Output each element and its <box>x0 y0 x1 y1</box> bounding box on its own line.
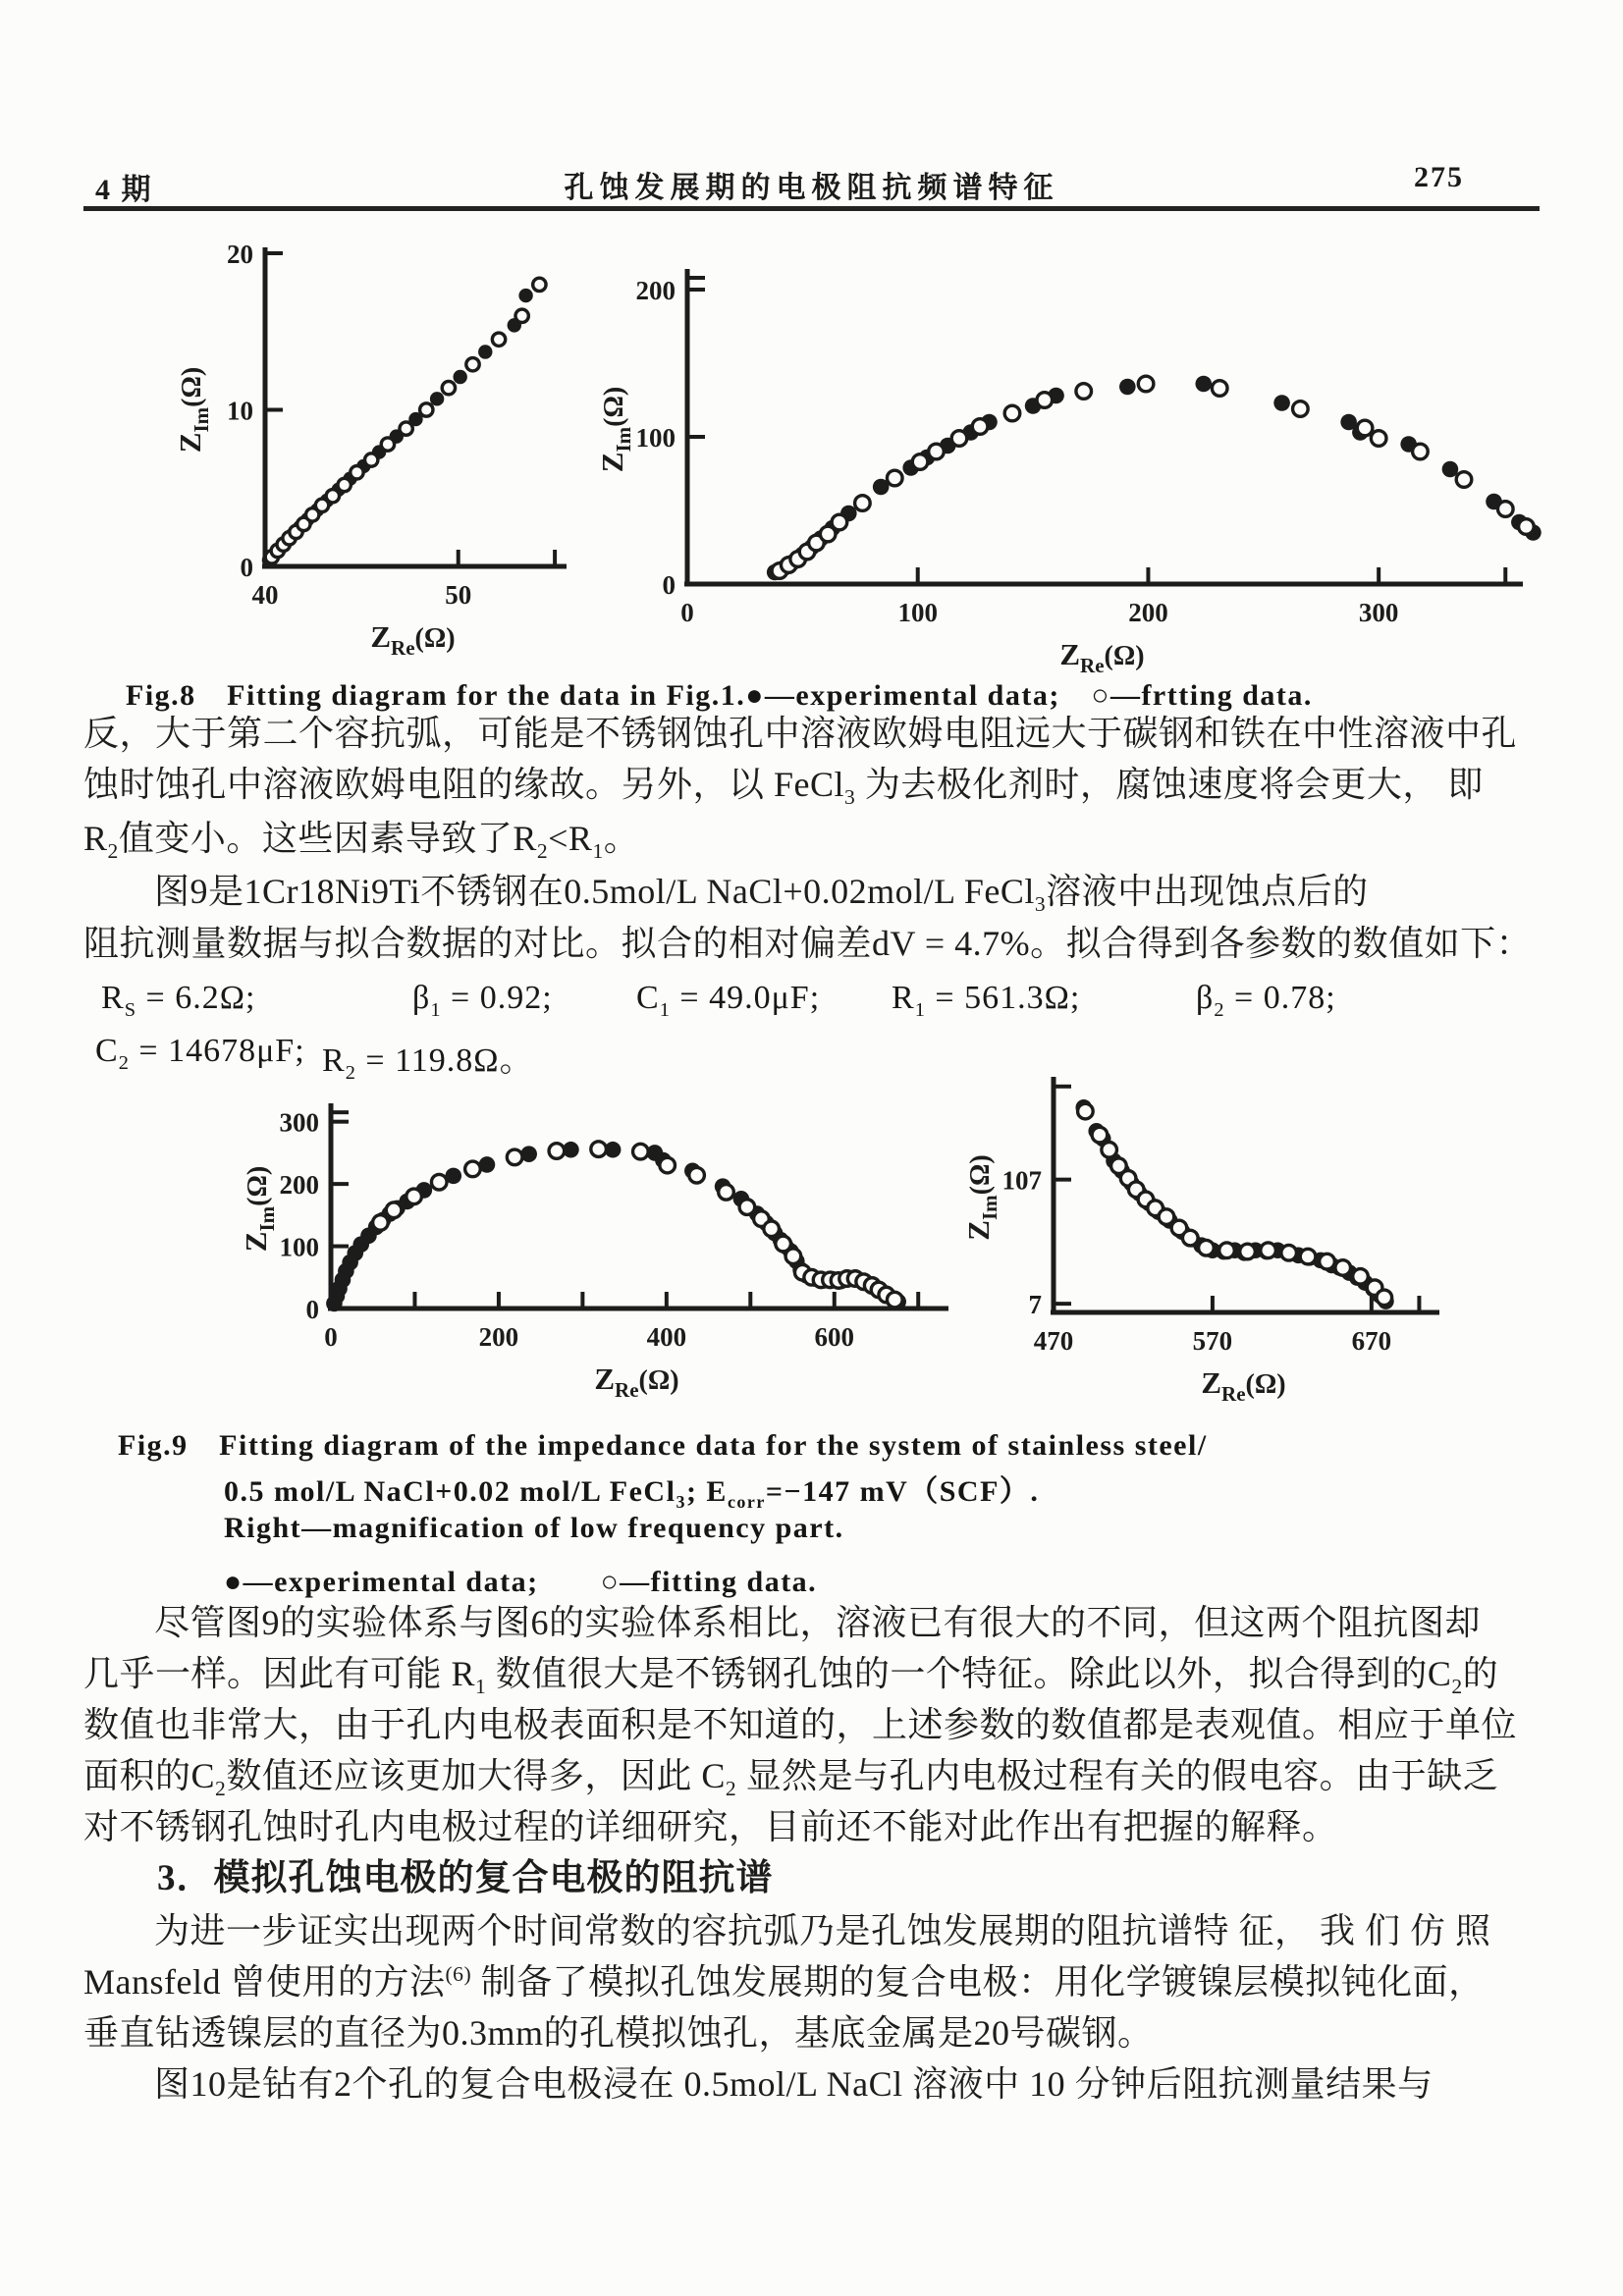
svg-text:10: 10 <box>227 396 253 426</box>
parameter-value: $R_1 = 561.3\Omega$; <box>892 980 1081 1021</box>
text-line: 尽管图9的实验体系与图6的实验体系相比，溶液已有很大的不同，但这两个阻抗图却 <box>154 1603 1482 1642</box>
svg-text:100: 100 <box>279 1232 319 1262</box>
header-running-title: 孔蚀发展期的电极阻抗频谱特征 <box>564 172 1059 204</box>
svg-text:300: 300 <box>1358 598 1399 627</box>
fig9-caption-line: ●—experimental data; ○—fitting data. <box>224 1566 818 1598</box>
svg-text:40: 40 <box>251 580 279 610</box>
svg-text:0: 0 <box>305 1295 319 1324</box>
text-line: 反，大于第二个容抗弧，可能是不锈钢蚀孔中溶液欧姆电阻远大于碳钢和铁在中性溶液中孔 <box>83 714 1518 753</box>
parameter-value: $C_1 = 49.0\mu F$; <box>636 980 821 1021</box>
svg-text:100: 100 <box>635 423 676 453</box>
svg-text:0: 0 <box>680 598 694 627</box>
text-line: 对不锈钢孔蚀时孔内电极过程的详细研究，目前还不能对此作出有把握的解释。 <box>83 1807 1338 1846</box>
fig9-left-chart <box>226 1060 992 1414</box>
header-page-number: 275 <box>1414 161 1464 193</box>
svg-text:0: 0 <box>324 1322 338 1352</box>
svg-text:50: 50 <box>445 580 472 610</box>
svg-text:300: 300 <box>279 1107 319 1138</box>
text-line: 图9是1Cr18Ni9Ti不锈钢在0.5mol/L NaCl+0.02mol/L FeCl$_3$溶液中出现蚀点后的 <box>154 872 1369 917</box>
fig9-caption-line: Fig.9 Fitting diagram of the impedance data for the system of stainless steel/ <box>118 1429 1208 1462</box>
parameter-value: $C_2 = 14678\mu F$; <box>95 1033 305 1074</box>
fig8-right-chart <box>595 224 1581 685</box>
fig9-caption-line: 0.5 mol/L NaCl+0.02 mol/L FeCl$_3$; $E_{corr}=-147$ mV（SCF）. <box>224 1475 1040 1512</box>
text-line: 垂直钻透镍层的直径为0.3mm的孔模拟蚀孔，基底金属是20号碳钢。 <box>83 2013 1154 2053</box>
fig9-right-chart <box>933 1041 1532 1433</box>
svg-text:ZRe(Ω): $Z_{Re}(\Omega)$ <box>370 619 456 660</box>
svg-text:ZRe(Ω): $Z_{Re}(\Omega)$ <box>1201 1365 1286 1406</box>
svg-text:200: 200 <box>279 1170 319 1201</box>
text-line: 阻抗测量数据与拟合数据的对比。拟合的相对偏差dV = 4.7%。拟合得到各参数的数值如下： <box>83 924 1533 963</box>
svg-text:ZRe(Ω): $Z_{Re}(\Omega)$ <box>594 1362 679 1402</box>
svg-text:0: 0 <box>240 553 253 582</box>
text-line: $R_2$值变小。这些因素导致了$R_2<R_1$。 <box>83 819 640 864</box>
fig8-left-chart <box>133 221 584 660</box>
text-line: 为进一步证实出现两个时间常数的容抗弧乃是孔蚀发展期的阻抗谱特 征， 我 们 仿 照 <box>154 1911 1491 1950</box>
svg-text:670: 670 <box>1351 1326 1392 1356</box>
header-issue: 4 期 <box>95 174 153 206</box>
header-rule <box>83 206 1540 211</box>
svg-text:470: 470 <box>1033 1326 1074 1356</box>
svg-text:20: 20 <box>227 240 253 269</box>
text-line: 面积的$C_2$数值还应该更加大得多，因此 $C_2$ 显然是与孔内电极过程有关的假电容。由于缺乏 <box>83 1756 1499 1801</box>
fig9-caption-line: Right—magnification of low frequency part. <box>224 1512 844 1544</box>
svg-text:7: 7 <box>1028 1290 1042 1320</box>
section-heading: 3．模拟孔蚀电极的复合电极的阻抗谱 <box>157 1858 774 1898</box>
parameter-value: $R_S = 6.2\Omega$; <box>101 980 256 1021</box>
svg-text:200: 200 <box>1128 598 1168 627</box>
svg-text:600: 600 <box>814 1322 855 1352</box>
svg-text:ZIm(Ω): $Z_{Im}(\Omega)$ <box>595 386 635 473</box>
svg-text:107: 107 <box>1001 1165 1042 1196</box>
svg-text:ZIm(Ω): $Z_{Im}(\Omega)$ <box>173 366 213 454</box>
text-line: 蚀时蚀孔中溶液欧姆电阻的缘故。另外，以 FeCl$_3$ 为去极化剂时，腐蚀速度将会更大， 即 <box>83 765 1484 810</box>
svg-text:400: 400 <box>646 1322 687 1352</box>
svg-text:100: 100 <box>897 598 938 627</box>
parameter-value: $\beta_2 = 0.78$; <box>1196 980 1336 1021</box>
parameter-value: $R_2 = 119.8\Omega$。 <box>322 1042 534 1084</box>
svg-text:200: 200 <box>635 276 676 305</box>
svg-text:0: 0 <box>662 570 676 600</box>
text-line: 几乎一样。因此有可能 $R_1$ 数值很大是不锈钢孔蚀的一个特征。除此以外，拟合得到的$C_2$的 <box>83 1654 1499 1699</box>
svg-text:ZRe(Ω): $Z_{Re}(\Omega)$ <box>1059 637 1145 677</box>
text-line: 图10是钻有2个孔的复合电极浸在 0.5mol/L NaCl 溶液中 10 分钟后阻抗测量结果与 <box>154 2064 1434 2104</box>
svg-text:570: 570 <box>1192 1326 1233 1356</box>
parameter-value: $\beta_1 = 0.92$; <box>412 980 553 1021</box>
svg-text:ZIm(Ω): $Z_{Im}(\Omega)$ <box>239 1165 279 1253</box>
fig8-caption: Fig.8 Fitting diagram for the data in Fig.1.●—experimental data; ○—frtting data. <box>126 679 1313 712</box>
svg-text:ZIm(Ω): $Z_{Im}(\Omega)$ <box>961 1154 1001 1241</box>
svg-text:200: 200 <box>478 1322 519 1352</box>
text-line: Mansfeld 曾使用的方法$^{(6)}$ 制备了模拟孔蚀发展期的复合电极：用化学镀镍层模拟钝化面， <box>83 1962 1485 2002</box>
text-line: 数值也非常大，由于孔内电极表面积是不知道的，上述参数的数值都是表观值。相应于单位 <box>83 1705 1518 1744</box>
